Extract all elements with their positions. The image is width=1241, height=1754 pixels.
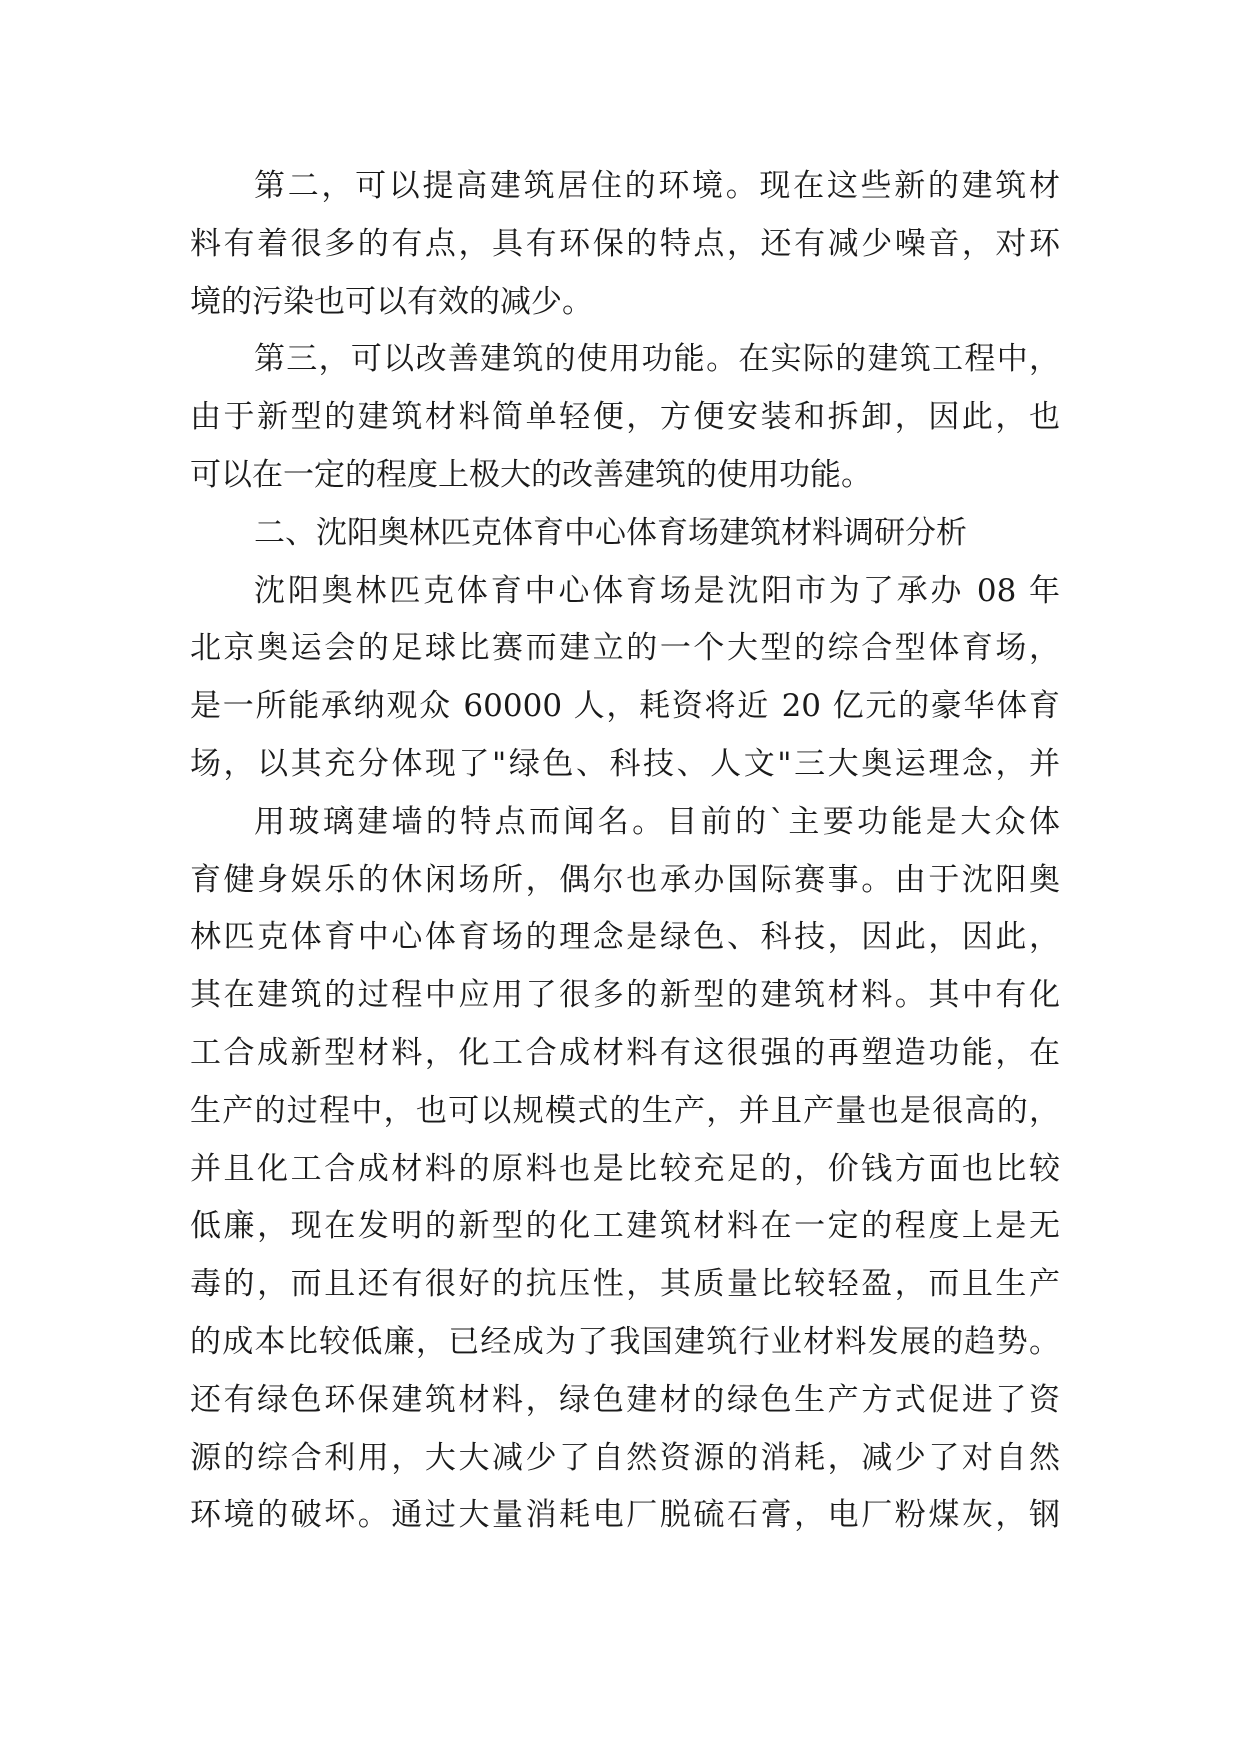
text-line: 的成本比较低廉，已经成为了我国建筑行业材料发展的趋势。: [190, 1323, 1060, 1360]
text-line: 可以在一定的程度上极大的改善建筑的使用功能。: [190, 456, 872, 493]
text-line: 并且化工合成材料的原料也是比较充足的，价钱方面也比较: [190, 1150, 1060, 1187]
text-line: 其在建筑的过程中应用了很多的新型的建筑材料。其中有化: [190, 977, 1060, 1014]
section-heading: 二、沈阳奥林匹克体育中心体育场建筑材料调研分析: [254, 514, 967, 551]
text-line: 第三，可以改善建筑的使用功能。在实际的建筑工程中，: [254, 341, 1060, 378]
text-line: 用玻璃建墙的特点而闻名。目前的`主要功能是大众体: [254, 803, 1060, 840]
text-line: 沈阳奥林匹克体育中心体育场是沈阳市为了承办 08 年: [254, 572, 1060, 609]
text-line: 第二，可以提高建筑居住的环境。现在这些新的建筑材: [254, 168, 1060, 204]
text-line: 北京奥运会的足球比赛而建立的一个大型的综合型体育场，: [190, 630, 1060, 667]
text-line: 境的污染也可以有效的减少。: [190, 283, 593, 320]
text-line: 育健身娱乐的休闲场所，偶尔也承办国际赛事。由于沈阳奥: [190, 861, 1060, 898]
text-line: 是一所能承纳观众 60000 人，耗资将近 20 亿元的豪华体育: [190, 688, 1060, 725]
text-line: 生产的过程中，也可以规模式的生产，并且产量也是很高的，: [190, 1092, 1060, 1129]
text-line: 还有绿色环保建筑材料，绿色建材的绿色生产方式促进了资: [190, 1381, 1060, 1418]
text-line: 料有着很多的有点，具有环保的特点，还有减少噪音，对环: [190, 225, 1060, 262]
text-line: 环境的破坏。通过大量消耗电厂脱硫石膏，电厂粉煤灰，钢: [190, 1497, 1060, 1534]
text-line: 由于新型的建筑材料简单轻便，方便安装和拆卸，因此，也: [190, 399, 1060, 436]
text-line: 源的综合利用，大大减少了自然资源的消耗，减少了对自然: [190, 1439, 1060, 1476]
text-line: 林匹克体育中心体育场的理念是绿色、科技，因此，因此，: [190, 919, 1060, 956]
body-text: [190, 158, 1060, 1545]
text-line: 低廉，现在发明的新型的化工建筑材料在一定的程度上是无: [190, 1208, 1060, 1245]
text-line: 毒的，而且还有很好的抗压性，其质量比较轻盈，而且生产: [190, 1266, 1060, 1303]
text-line: 工合成新型材料，化工合成材料有这很强的再塑造功能，在: [190, 1034, 1060, 1071]
text-line: 场，以其充分体现了"绿色、科技、人文"三大奥运理念，并: [190, 745, 1060, 782]
